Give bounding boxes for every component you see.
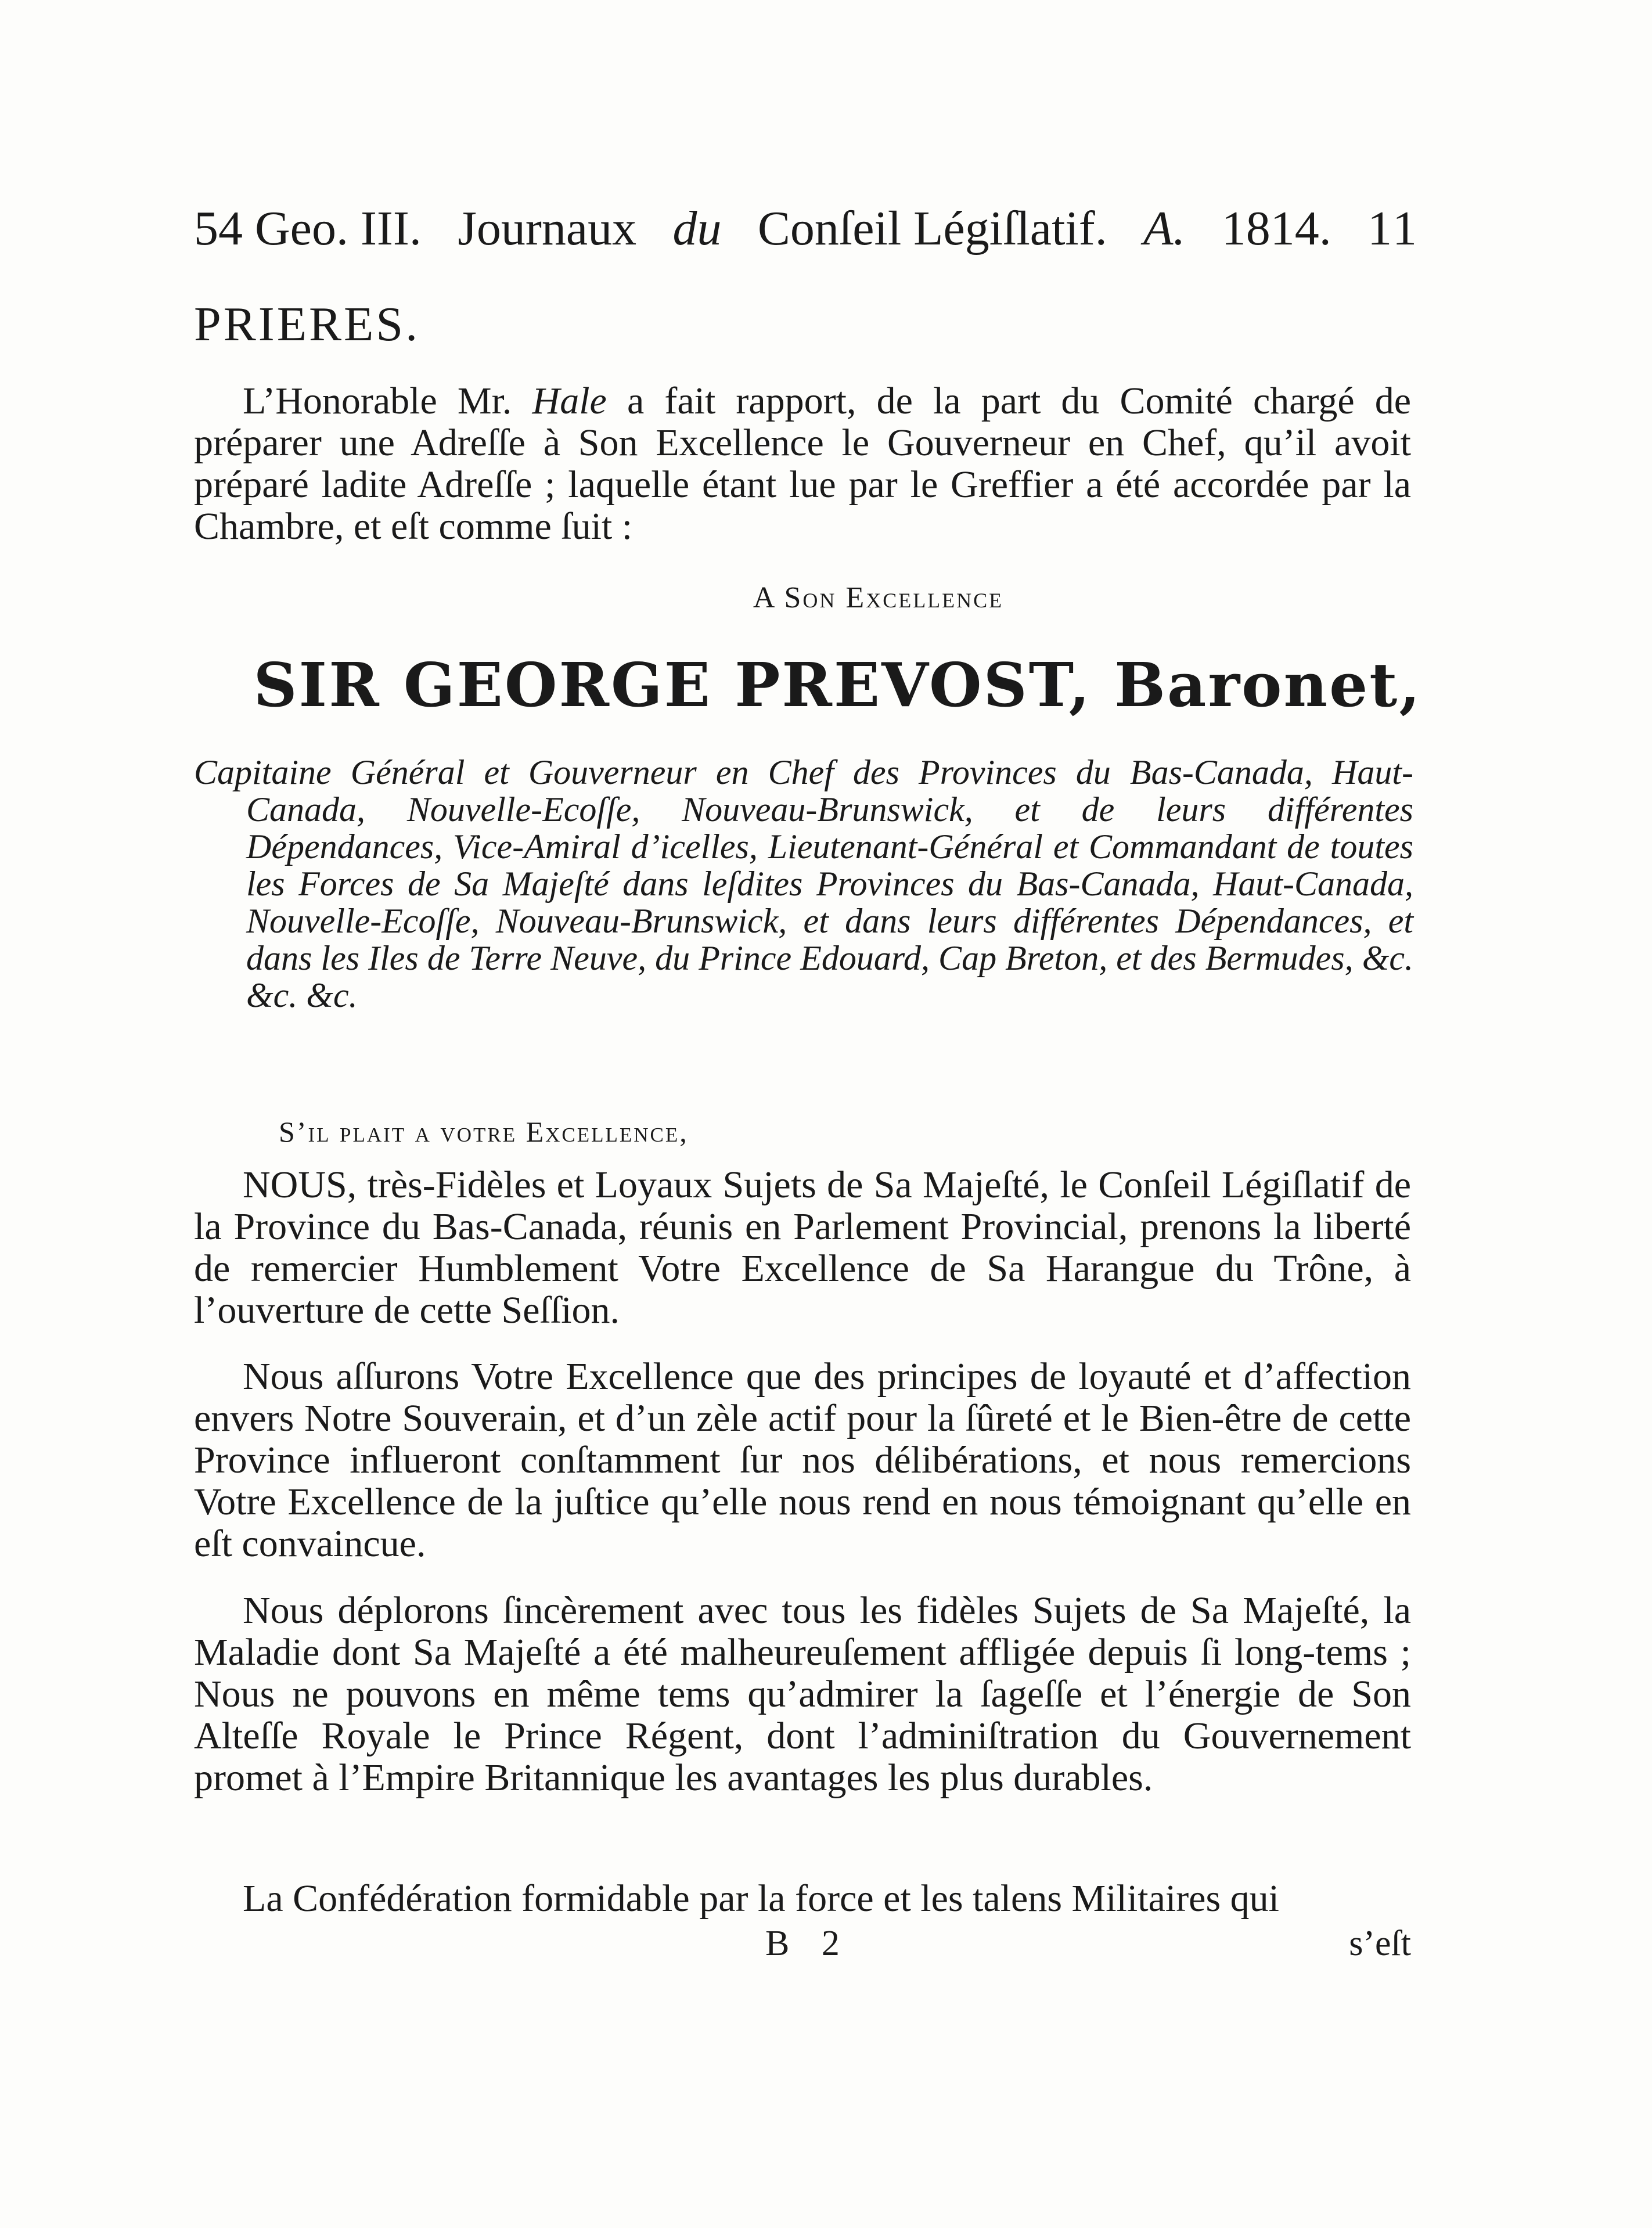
du-word: du (672, 201, 722, 255)
anno-mark: A. (1143, 201, 1186, 255)
member-name: Hale (532, 380, 607, 422)
signature-mark: B 2 (765, 1924, 851, 1963)
address-paragraph-4 (194, 1878, 1411, 1920)
council-name: Conſeil Légiſlatif. (757, 201, 1107, 255)
paragraph-text: Nous aſſurons Votre Excellence que des principes de loyauté et d’affection envers Notre Souverain, et d’un zèle actif pour la ſûreté et le Bien-être de cette Province influeront conſtamment ſur nos délibérations, et nous remercions Votre Excellence de la juſtice qu’elle nous rend en nous témoignant qu’elle en eſt convaincue. (194, 1355, 1411, 1565)
address-to: A Son Excellence (753, 581, 1004, 614)
page-number: 11 (1367, 201, 1419, 255)
address-paragraph-1 (194, 1164, 1411, 1331)
paragraph-text: La Confédération formidable par la force et les talens Militaires qui (243, 1877, 1279, 1920)
page-footer (194, 1923, 1411, 1970)
address-paragraph-2 (194, 1356, 1411, 1565)
section-title: PRIERES. (194, 297, 420, 351)
header-year: 1814. (1221, 201, 1331, 255)
addressee-titles: Capitaine Général et Gouverneur en Chef des Provinces du Bas-Canada, Haut-Canada, Nouvelle-Ecoſſe, Nouveau-Brunswick, et de leurs différentes Dépendances, Vice-Amiral d’icelles, Lieutenant-Général et Commandant de toutes les Forces de Sa Majeſté dans leſdites Provinces du Bas-Canada, Haut-Canada, Nouvelle-Ecoſſe, Nouveau-Brunswick, et dans leurs différentes Dépendances, et dans les Iles de Terre Neuve, du Prince Edouard, Cap Breton, et des Bermudes, &c. &c. &c. (194, 753, 1413, 1014)
running-header (194, 200, 1419, 270)
salutation: S’il plait a votre Excellence, (279, 1115, 689, 1148)
paragraph-text: NOUS, très-Fidèles et Loyaux Sujets de Sa Majeſté, le Conſeil Légiſlatif de la Province du Bas-Canada, réunis en Parlement Provincial, prenons la liberté de remercier Humblement Votre Excellence de Sa Harangue du Trône, à l’ouverture de cette Seſſion. (194, 1164, 1411, 1331)
intro-lead: L’Honorable Mr. (243, 380, 512, 422)
paragraph-text: Nous déplorons ſincèrement avec tous les fidèles Sujets de Sa Majeſté, la Maladie dont Sa Majeſté a été malheureuſement affligée depuis ſi long-tems ; Nous ne pouvons en même tems qu’admirer la ſageſſe et l’énergie de Son Alteſſe Royale le Prince Régent, dont l’adminiſtration du Gouvernement promet à l’Empire Britannique les avantages les plus durables. (194, 1589, 1411, 1799)
address-paragraph-3 (194, 1590, 1411, 1799)
intro-rest: a fait rapport, de la part du Comité chargé de préparer une Adreſſe à Son Excellence le Gouverneur en Chef, qu’il avoit préparé ladite Adreſſe ; laquelle étant lue par le Greffier a été accordée par la Chambre, et eſt comme ſuit : (194, 380, 1412, 548)
intro-paragraph (194, 380, 1411, 548)
addressee-name: SIR GEORGE PREVOST, Baronet, (253, 649, 1422, 721)
journal-word: Journaux (458, 201, 637, 255)
catchword: s’eſt (1349, 1924, 1411, 1963)
regnal-year: 54 Geo. III. (194, 201, 422, 255)
